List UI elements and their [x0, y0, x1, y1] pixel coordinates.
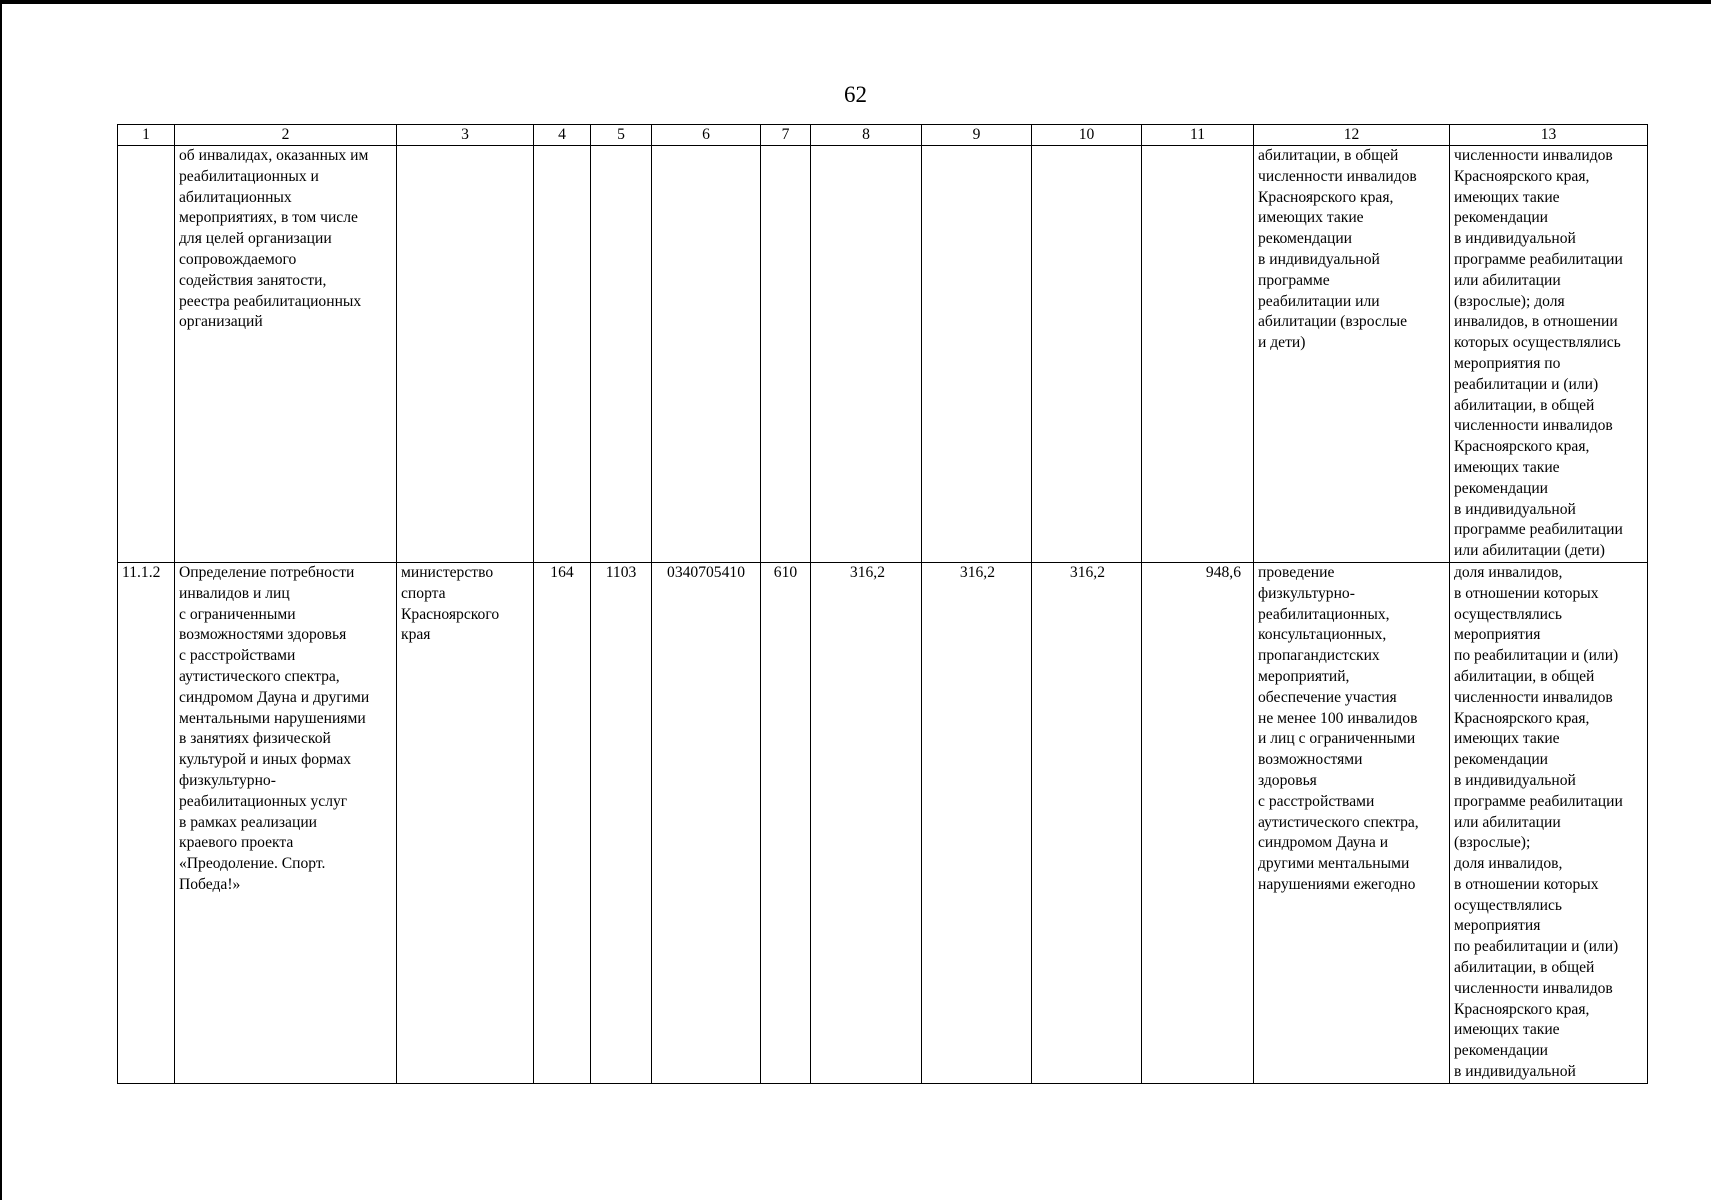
expected-result-cell: абилитации, в общей численности инвалидов Красноярского края, имеющих такие рекомендации в индивидуальной программе реабилитации или абилитации (взрослые и дети) [1254, 146, 1450, 563]
grbs-code-cell [534, 146, 591, 563]
measure-name-cell: об инвалидах, оказанных им реабилитационных и абилитационных мероприятиях, в том числе для целей организации сопровождаемого содействия занятости, реестра реабилитационных организаций [175, 146, 397, 563]
page-number: 62 [844, 82, 867, 107]
header-cell: 9 [922, 125, 1032, 146]
header-cell: 1 [118, 125, 175, 146]
item-number-cell: 11.1.2 [118, 562, 175, 1083]
executor-cell: министерство спорта Красноярского края [397, 562, 534, 1083]
header-cell: 2 [175, 125, 397, 146]
expected-result-cell: проведение физкультурно- реабилитационных, консультационных, пропагандистских мероприятий, обеспечение участия не менее 100 инвалидов и лиц с ограниченными возможностями здоровья с расстройствами аутистического спектра, синдромом Дауна и другими ментальными нарушениями ежегодно [1254, 562, 1450, 1083]
header-cell: 6 [652, 125, 761, 146]
header-cell: 13 [1450, 125, 1648, 146]
total-amount-cell: 948,6 [1142, 562, 1254, 1083]
header-cell: 4 [534, 125, 591, 146]
total-amount-cell [1142, 146, 1254, 563]
indicator-cell: доля инвалидов, в отношении которых осуществлялись мероприятия по реабилитации и (или) абилитации, в общей численности инвалидов Красноярского края, имеющих такие рекомендации в индивидуальной программе реабилитации или абилитации (взрослые); доля инвалидов, в отношении которых осуществлялись мероприятия по реабилитации и (или) абилитации, в общей численности инвалидов Красноярского края, имеющих такие рекомендации в индивидуальной [1450, 562, 1648, 1083]
year2-amount-cell [922, 146, 1032, 563]
year2-amount-cell: 316,2 [922, 562, 1032, 1083]
year1-amount-cell: 316,2 [811, 562, 922, 1083]
expense-type-cell: 610 [761, 562, 811, 1083]
header-cell: 5 [591, 125, 652, 146]
section-code-cell: 1103 [591, 562, 652, 1083]
header-cell: 8 [811, 125, 922, 146]
header-cell: 3 [397, 125, 534, 146]
column-number-row [118, 125, 1648, 146]
expense-type-cell [761, 146, 811, 563]
year3-amount-cell [1032, 146, 1142, 563]
year1-amount-cell [811, 146, 922, 563]
year3-amount-cell: 316,2 [1032, 562, 1142, 1083]
header-cell: 7 [761, 125, 811, 146]
table-row [118, 562, 1648, 1083]
item-number-cell [118, 146, 175, 563]
table-row [118, 146, 1648, 563]
target-code-cell [652, 146, 761, 563]
executor-cell [397, 146, 534, 563]
header-cell: 10 [1032, 125, 1142, 146]
scan-edge-top [0, 0, 1711, 4]
measure-name-cell: Определение потребности инвалидов и лиц с ограниченными возможностями здоровья с расстройствами аутистического спектра, синдромом Дауна и другими ментальными нарушениями в занятиях физической культурой и иных формах физкультурно- реабилитационных услуг в рамках реализации краевого проекта «Преодоление. Спорт. Победа!» [175, 562, 397, 1083]
header-cell: 11 [1142, 125, 1254, 146]
indicator-cell: численности инвалидов Красноярского края, имеющих такие рекомендации в индивидуальной программе реабилитации или абилитации (взрослые); доля инвалидов, в отношении которых осуществлялись мероприятия по реабилитации и (или) абилитации, в общей численности инвалидов Красноярского края, имеющих такие рекомендации в индивидуальной программе реабилитации или абилитации (дети) [1450, 146, 1648, 563]
header-cell: 12 [1254, 125, 1450, 146]
scan-edge-left [0, 0, 2, 1200]
target-code-cell: 0340705410 [652, 562, 761, 1083]
section-code-cell [591, 146, 652, 563]
program-table [117, 124, 1648, 1084]
grbs-code-cell: 164 [534, 562, 591, 1083]
